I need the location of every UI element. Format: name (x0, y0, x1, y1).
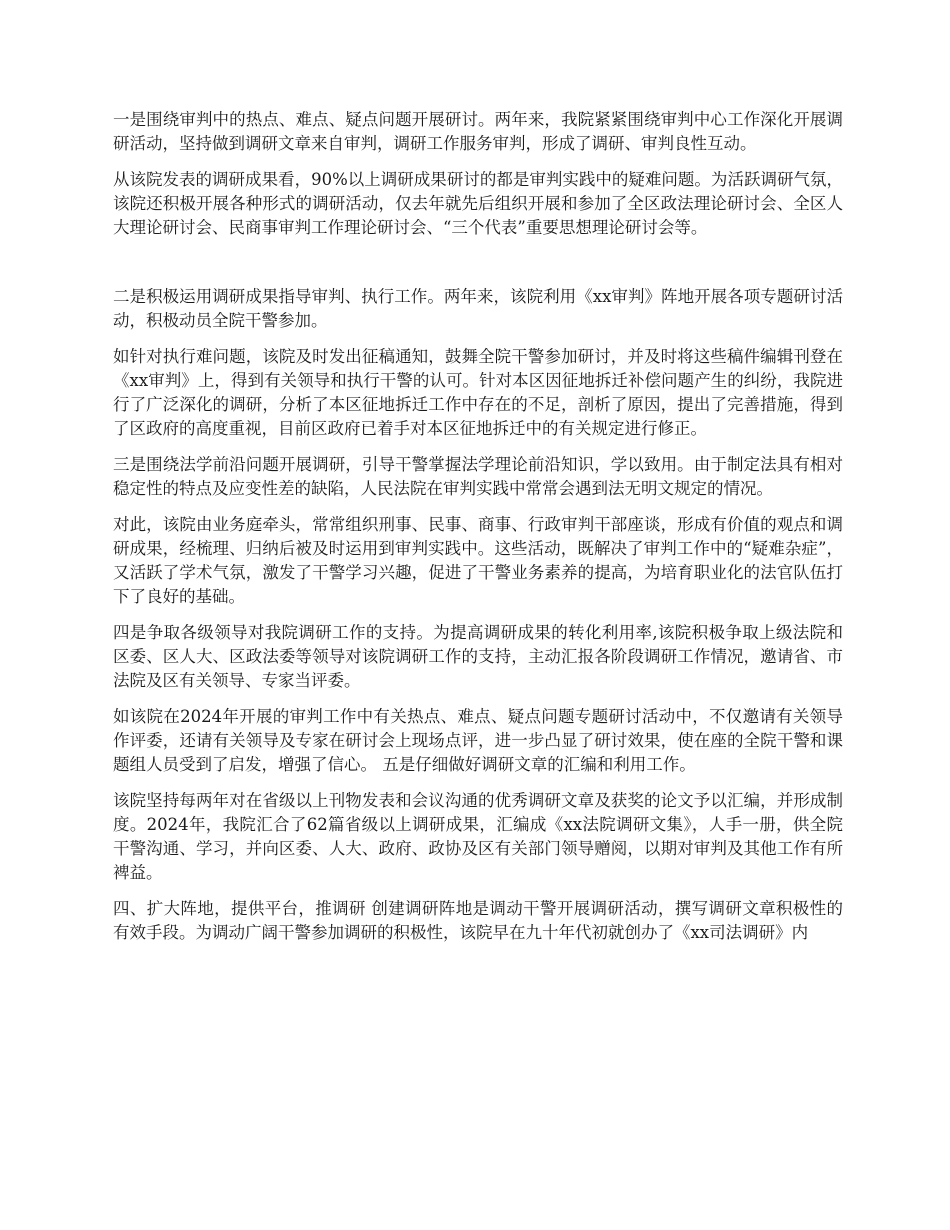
paragraph-9: 该院坚持每两年对在省级以上刊物发表和会议沟通的优秀调研文章及获奖的论文予以汇编，并形成制度。2024年，我院汇合了62篇省级以上调研成果，汇编成《xx法院调研文集》，人手一册，供全院干警沟通、学习，并向区委、人大、政府、政协及区有关部门领导赠阅，以期对审判及其他工作有所裨益。 (113, 791, 843, 882)
paragraph-3: 二是积极运用调研成果指导审判、执行工作。两年来，该院利用《xx审判》阵地开展各项专题研讨活动，积极动员全院干警参加。 (113, 287, 843, 330)
paragraph-6: 对此，该院由业务庭牵头，常常组织刑事、民事、商事、行政审判干部座谈，形成有价值的观点和调研成果，经梳理、归纳后被及时运用到审判实践中。这些活动，既解决了审判工作中的“疑难杂症”，又活跃了学术气氛，激发了干警学习兴趣，促进了干警业务素养的提高，为培育职业化的法官队伍打下了良好的基础。 (113, 515, 843, 606)
document-page (113, 108, 843, 957)
paragraph-10: 四、扩大阵地，提供平台，推调研 创建调研阵地是调动干警开展调研活动，撰写调研文章积极性的有效手段。为调动广阔干警参加调研的积极性，该院早在九十年代初就创办了《xx司法调研》内 (113, 899, 843, 942)
paragraph-7: 四是争取各级领导对我院调研工作的支持。为提高调研成果的转化利用率,该院积极争取上级法院和区委、区人大、区政法委等领导对该院调研工作的支持，主动汇报各阶段调研工作情况，邀请省、市法院及区有关领导、专家当评委。 (113, 623, 843, 690)
paragraph-5: 三是围绕法学前沿问题开展调研，引导干警掌握法学理论前沿知识，学以致用。由于制定法具有相对稳定性的特点及应变性差的缺陷，人民法院在审判实践中常常会遇到法无明文规定的情况。 (113, 455, 843, 498)
paragraph-1: 一是围绕审判中的热点、难点、疑点问题开展研讨。两年来，我院紧紧围绕审判中心工作深化开展调研活动，坚持做到调研文章来自审判，调研工作服务审判，形成了调研、审判良性互动。 (113, 110, 843, 153)
section-spacer (113, 252, 843, 285)
paragraph-8: 如该院在2024年开展的审判工作中有关热点、难点、疑点问题专题研讨活动中，不仅邀请有关领导作评委，还请有关领导及专家在研讨会上现场点评，进一步凸显了研讨效果，使在座的全院干警和课题组人员受到了启发，增强了信心。 五是仔细做好调研文章的汇编和利用工作。 (113, 707, 843, 774)
paragraph-2: 从该院发表的调研成果看，90%以上调研成果研讨的都是审判实践中的疑难问题。为活跃调研气氛，该院还积极开展各种形式的调研活动，仅去年就先后组织开展和参加了全区政法理论研讨会、全区人大理论研讨会、民商事审判工作理论研讨会、“三个代表”重要思想理论研讨会等。 (113, 170, 843, 237)
paragraph-4: 如针对执行难问题，该院及时发出征稿通知，鼓舞全院干警参加研讨，并及时将这些稿件编辑刊登在《xx审判》上，得到有关领导和执行干警的认可。针对本区因征地拆迁补偿问题产生的纠纷，我院进行了广泛深化的调研，分析了本区征地拆迁工作中存在的不足，剖析了原因，提出了完善措施，得到了区政府的高度重视，目前区政府已着手对本区征地拆迁中的有关规定进行修正。 (113, 347, 843, 438)
